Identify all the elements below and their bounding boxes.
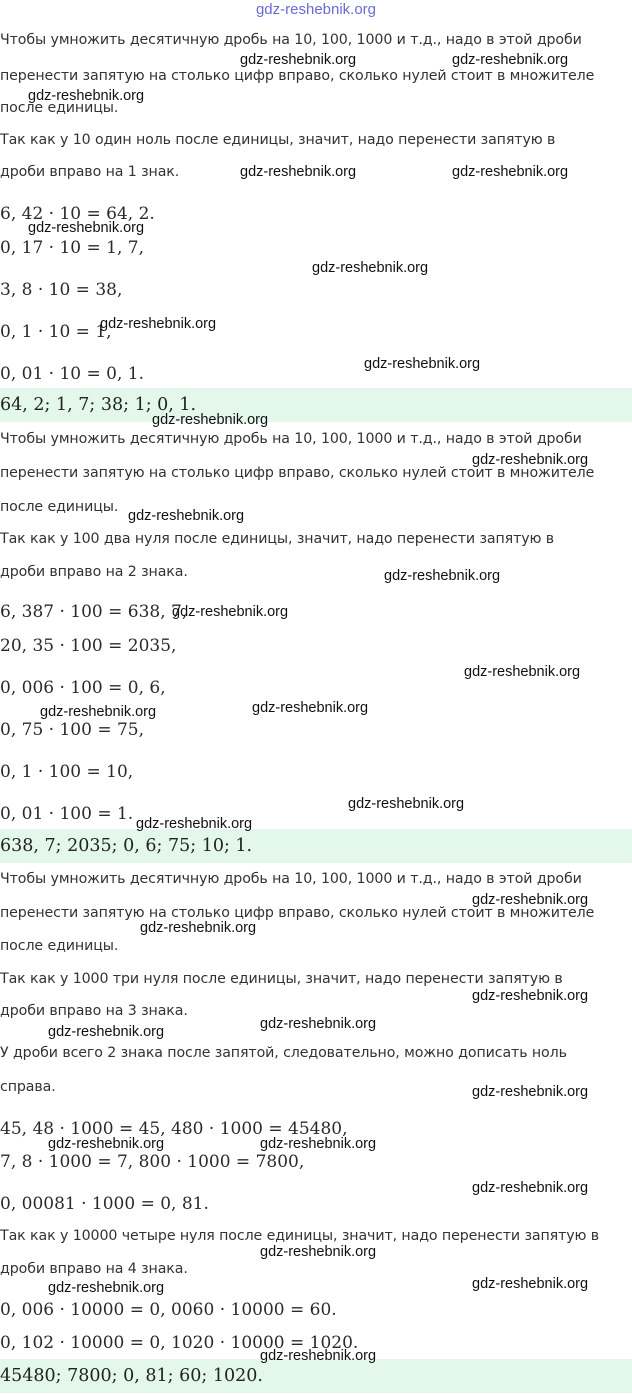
explanation-text: Так как у 10 один ноль после единицы, значит, надо перенести запятую в [0,132,556,148]
watermark: gdz-reshebnik.org [100,316,217,332]
answer-text: 638, 7; 2035; 0, 6; 75; 10; 1. [0,836,253,856]
explanation-text: Так как у 10000 четыре нуля после единицы, значит, надо перенести запятую в [0,1228,600,1244]
explanation-text: дроби вправо на 2 знака. [0,564,188,580]
watermark: gdz-reshebnik.org [348,796,465,812]
header-watermark: gdz-reshebnik.org [255,1,377,18]
explanation-text: дроби вправо на 3 знака. [0,1003,188,1019]
rule-text: после единицы. [0,499,119,515]
equation: 6, 42 · 10 = 64, 2. [0,204,155,224]
watermark: gdz-reshebnik.org [48,1024,165,1040]
explanation-text: дроби вправо на 4 знака. [0,1261,188,1277]
watermark: gdz-reshebnik.org [312,260,429,276]
watermark: gdz-reshebnik.org [48,1136,165,1152]
watermark: gdz-reshebnik.org [136,816,253,832]
answer-text: 64, 2; 1, 7; 38; 1; 0, 1. [0,395,197,415]
watermark: gdz-reshebnik.org [28,88,145,104]
rule-text: после единицы. [0,938,119,954]
equation: 0, 01 · 100 = 1. [0,804,134,824]
watermark: gdz-reshebnik.org [472,1180,589,1196]
watermark: gdz-reshebnik.org [452,164,569,180]
watermark: gdz-reshebnik.org [452,52,569,68]
answer-box [0,1359,632,1393]
explanation-text: У дроби всего 2 знака после запятой, следовательно, можно дописать ноль [0,1045,567,1061]
equation: 0, 00081 · 1000 = 0, 81. [0,1194,209,1214]
equation: 0, 1 · 100 = 10, [0,762,134,782]
answer-box [0,829,632,863]
explanation-text: Так как у 100 два нуля после единицы, значит, надо перенести запятую в [0,531,555,547]
equation: 0, 006 · 100 = 0, 6, [0,678,166,698]
rule-text: перенести запятую на столько цифр вправо, сколько нулей стоит в множителе [0,465,595,481]
watermark: gdz-reshebnik.org [252,700,369,716]
equation: 7, 8 · 1000 = 7, 800 · 1000 = 7800, [0,1152,305,1172]
watermark: gdz-reshebnik.org [384,568,501,584]
equation: 0, 1 · 10 = 1, [0,322,112,342]
watermark: gdz-reshebnik.org [240,52,357,68]
watermark: gdz-reshebnik.org [28,220,145,236]
equation: 0, 102 · 10000 = 0, 1020 · 10000 = 1020. [0,1333,359,1353]
watermark: gdz-reshebnik.org [472,892,589,908]
watermark: gdz-reshebnik.org [128,508,245,524]
equation: 0, 17 · 10 = 1, 7, [0,238,144,258]
equation: 0, 006 · 10000 = 0, 0060 · 10000 = 60. [0,1300,337,1320]
equation: 20, 35 · 100 = 2035, [0,636,177,656]
watermark: gdz-reshebnik.org [472,1276,589,1292]
rule-text: Чтобы умножить десятичную дробь на 10, 100, 1000 и т.д., надо в этой дроби [0,431,582,447]
watermark: gdz-reshebnik.org [48,1280,165,1296]
watermark: gdz-reshebnik.org [472,452,589,468]
watermark: gdz-reshebnik.org [260,1016,377,1032]
watermark: gdz-reshebnik.org [152,412,269,428]
watermark: gdz-reshebnik.org [240,164,357,180]
watermark: gdz-reshebnik.org [464,664,581,680]
rule-text: после единицы. [0,100,119,116]
explanation-text: дроби вправо на 1 знак. [0,164,180,180]
watermark: gdz-reshebnik.org [364,356,481,372]
rule-text: Чтобы умножить десятичную дробь на 10, 100, 1000 и т.д., надо в этой дроби [0,32,582,48]
watermark: gdz-reshebnik.org [140,920,257,936]
watermark: gdz-reshebnik.org [260,1348,377,1364]
answer-box [0,388,632,422]
watermark: gdz-reshebnik.org [472,988,589,1004]
watermark: gdz-reshebnik.org [172,604,289,620]
equation: 45, 48 · 1000 = 45, 480 · 1000 = 45480, [0,1119,348,1139]
explanation-text: справа. [0,1079,56,1095]
equation: 0, 75 · 100 = 75, [0,720,145,740]
explanation-text: Так как у 1000 три нуля после единицы, значит, надо перенести запятую в [0,971,563,987]
equation: 0, 01 · 10 = 0, 1. [0,364,144,384]
rule-text: перенести запятую на столько цифр вправо, сколько нулей стоит в множителе [0,68,595,84]
answer-text: 45480; 7800; 0, 81; 60; 1020. [0,1366,263,1386]
watermark: gdz-reshebnik.org [260,1244,377,1260]
rule-text: Чтобы умножить десятичную дробь на 10, 100, 1000 и т.д., надо в этой дроби [0,871,582,887]
watermark: gdz-reshebnik.org [472,1084,589,1100]
equation: 3, 8 · 10 = 38, [0,280,123,300]
watermark: gdz-reshebnik.org [260,1136,377,1152]
watermark: gdz-reshebnik.org [40,704,157,720]
equation: 6, 387 · 100 = 638, 7, [0,602,188,622]
rule-text: перенести запятую на столько цифр вправо, сколько нулей стоит в множителе [0,905,595,921]
